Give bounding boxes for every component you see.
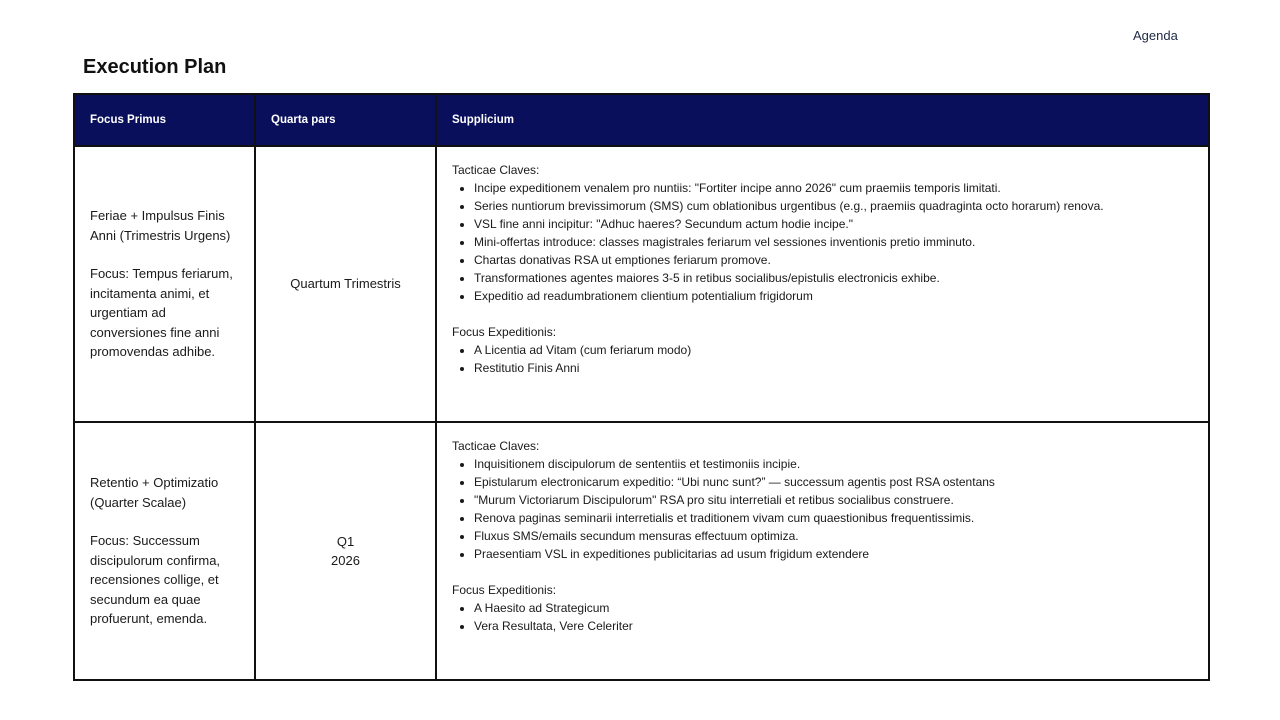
- execution-plan-table: [73, 93, 1210, 681]
- quarter-cell: [255, 146, 436, 422]
- quarter-label: Quartum Trimestris: [290, 276, 401, 292]
- table-row: [74, 422, 1209, 680]
- table-header-row: [74, 94, 1209, 146]
- focus-title: Feriae + Impulsus Finis Anni (Trimestris Urgens): [90, 208, 231, 243]
- campaign-heading: Focus Expeditionis:: [452, 583, 557, 597]
- quarter-label: Q1: [336, 533, 355, 549]
- tactic-item: • "Murum Victoriarum Discipulorum" RSA pro situ interretiali et retibus socialibus construere.: [474, 491, 1193, 509]
- quarter-year: 2026: [331, 553, 360, 568]
- tactics-heading: Tacticae Claves:: [452, 163, 540, 177]
- tactics-cell: [436, 422, 1209, 680]
- agenda-link[interactable]: Agenda: [1133, 28, 1178, 43]
- focus-cell: [74, 422, 255, 680]
- tactic-item: • VSL fine anni incipitur: "Adhuc haeres? Secundum actum hodie incipe.": [474, 215, 1193, 233]
- focus-description: Focus: Successum discipulorum confirma, recensiones collige, et secundum ea quae profuerunt, emenda.: [90, 533, 221, 627]
- tactic-item: • Fluxus SMS/emails secundum mensuras effectuum optimiza.: [474, 527, 1193, 545]
- campaign-heading: Focus Expeditionis:: [452, 325, 557, 339]
- quarter-cell: [255, 422, 436, 680]
- tactics-list: [452, 179, 1193, 305]
- campaign-item: • A Licentia ad Vitam (cum feriarum modo): [474, 341, 1193, 359]
- table-row: [74, 146, 1209, 422]
- campaign-item: • A Haesito ad Strategicum: [474, 599, 1193, 617]
- campaign-list: [452, 341, 1193, 377]
- tactics-heading: Tacticae Claves:: [452, 439, 540, 453]
- tactic-item: • Mini-offertas introduce: classes magistrales feriarum vel sessiones inventionis pretio imminuto.: [474, 233, 1193, 251]
- tactic-item: • Expeditio ad readumbrationem clientium potentialium frigidorum: [474, 287, 1193, 305]
- page-title: Execution Plan: [83, 56, 227, 78]
- tactic-item: • Chartas donativas RSA ut emptiones feriarum promove.: [474, 251, 1193, 269]
- campaign-item: • Restitutio Finis Anni: [474, 359, 1193, 377]
- column-header-tactics: Supplicium: [436, 94, 1209, 146]
- tactic-item: • Epistularum electronicarum expeditio: “Ubi nunc sunt?” — successum agentis post RSA ostentans: [474, 473, 1193, 491]
- tactic-item: • Inquisitionem discipulorum de sententiis et testimoniis incipie.: [474, 455, 1193, 473]
- focus-cell: [74, 146, 255, 422]
- column-header-quarter: Quarta pars: [255, 94, 436, 146]
- tactic-item: • Praesentiam VSL in expeditiones publicitarias ad usum frigidum extendere: [474, 545, 1193, 563]
- tactic-item: • Transformationes agentes maiores 3-5 in retibus socialibus/epistulis electronicis exhibe.: [474, 269, 1193, 287]
- tactic-item: • Renova paginas seminarii interretialis et traditionem vivam cum quaestionibus frequentissimis.: [474, 509, 1193, 527]
- tactic-item: • Incipe expeditionem venalem pro nuntiis: "Fortiter incipe anno 2026" cum praemiis temporis limitati.: [474, 179, 1193, 197]
- tactic-item: • Series nuntiorum brevissimorum (SMS) cum oblationibus urgentibus (e.g., praemiis quadraginta octo horarum) renova.: [474, 197, 1193, 215]
- tactics-cell: [436, 146, 1209, 422]
- focus-description: Focus: Tempus feriarum, incitamenta animi, et urgentiam ad conversiones fine anni promovendas adhibe.: [90, 266, 233, 360]
- campaign-list: [452, 599, 1193, 635]
- focus-title: Retentio + Optimizatio (Quarter Scalae): [90, 475, 219, 510]
- tactics-list: [452, 455, 1193, 563]
- campaign-item: • Vera Resultata, Vere Celeriter: [474, 617, 1193, 635]
- column-header-focus: Focus Primus: [74, 94, 255, 146]
